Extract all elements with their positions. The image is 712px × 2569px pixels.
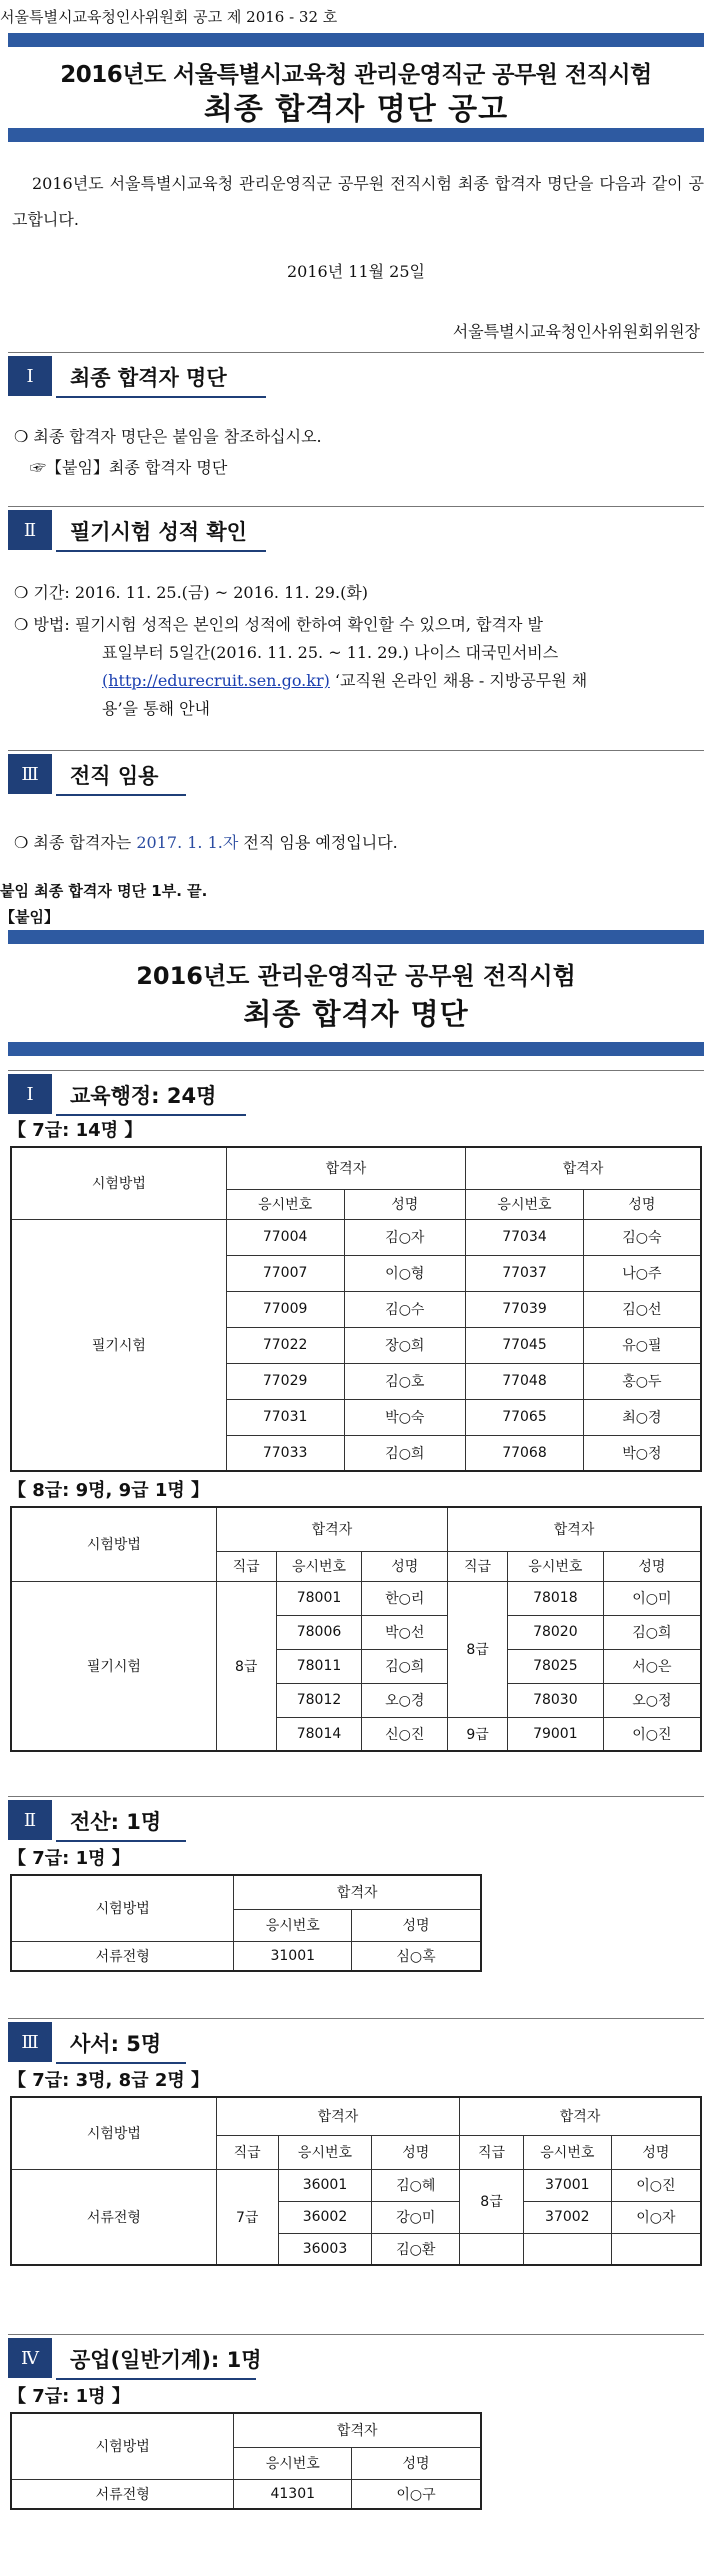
category-rule bbox=[8, 2018, 704, 2019]
header-name: 성명 bbox=[583, 1189, 701, 1219]
table-cell: 김○희 bbox=[344, 1435, 466, 1471]
category-title: 교육행정: 24명 bbox=[70, 1084, 217, 1108]
header-exam-no: 응시번호 bbox=[276, 1551, 362, 1581]
table-cell: 김○숙 bbox=[583, 1219, 701, 1255]
header-method: 시험방법 bbox=[11, 1875, 234, 1941]
table-cell bbox=[460, 2233, 524, 2265]
header-name: 성명 bbox=[352, 1909, 481, 1941]
header-method: 시험방법 bbox=[11, 2097, 216, 2169]
table-cell: 최○경 bbox=[583, 1399, 701, 1435]
page-title-line1: 2016년도 서울특별시교육청 관리운영직군 공무원 전직시험 bbox=[60, 62, 652, 88]
header-grade: 직급 bbox=[460, 2135, 524, 2169]
table-cell: 78001 bbox=[276, 1581, 362, 1615]
table-cell: 41301 bbox=[234, 2479, 352, 2509]
group-label: 【 7급: 1명 】 bbox=[8, 1848, 130, 1869]
section-number: Ⅲ bbox=[8, 754, 52, 794]
table-row bbox=[11, 1581, 701, 1615]
section-rule bbox=[8, 750, 704, 751]
table-cell: 신○진 bbox=[362, 1717, 448, 1751]
table-cell: 이○미 bbox=[603, 1581, 701, 1615]
table-cell: 박○선 bbox=[362, 1615, 448, 1649]
header-exam-no: 응시번호 bbox=[234, 2447, 352, 2479]
group-label: 【 7급: 3명, 8급 2명 】 bbox=[8, 2070, 210, 2091]
table-row bbox=[11, 1219, 701, 1255]
header-exam-no: 응시번호 bbox=[278, 2135, 372, 2169]
header-grade: 직급 bbox=[216, 1551, 276, 1581]
group-label: 【 7급: 1명 】 bbox=[8, 2386, 130, 2407]
section-number: Ⅰ bbox=[8, 356, 52, 396]
table-cell: 77031 bbox=[226, 1399, 344, 1435]
section-title: 최종 합격자 명단 bbox=[70, 366, 227, 390]
table-cell: 77037 bbox=[466, 1255, 584, 1291]
table-cell: 이○구 bbox=[352, 2479, 481, 2509]
header-exam-no: 응시번호 bbox=[234, 1909, 352, 1941]
attachment-title-line2: 최종 합격자 명단 bbox=[243, 997, 469, 1031]
category-title: 공업(일반기계): 1명 bbox=[70, 2348, 262, 2372]
table-cell: 79001 bbox=[507, 1717, 603, 1751]
passers-table-industrial bbox=[10, 2412, 482, 2510]
signer: 서울특별시교육청인사위원회위원장 bbox=[452, 322, 700, 341]
table-cell: 이○진 bbox=[611, 2169, 701, 2201]
table-cell: 77048 bbox=[466, 1363, 584, 1399]
attachment-label: 【붙임】 bbox=[0, 908, 59, 926]
table-cell: 홍○두 bbox=[583, 1363, 701, 1399]
table-cell: 나○주 bbox=[583, 1255, 701, 1291]
category-title: 전산: 1명 bbox=[70, 1810, 162, 1834]
section-underline bbox=[56, 794, 186, 796]
table-cell: 장○희 bbox=[344, 1327, 466, 1363]
table-cell: 77034 bbox=[466, 1219, 584, 1255]
grade-cell: 7급 bbox=[216, 2169, 278, 2265]
table-cell: 77039 bbox=[466, 1291, 584, 1327]
header-name: 성명 bbox=[611, 2135, 701, 2169]
passers-table-edu-8-9 bbox=[10, 1506, 702, 1752]
category-rule bbox=[8, 1796, 704, 1797]
method-cell: 서류전형 bbox=[11, 2479, 234, 2509]
section-rule bbox=[8, 506, 704, 507]
header-passers: 합격자 bbox=[226, 1147, 465, 1189]
header-exam-no: 응시번호 bbox=[523, 2135, 611, 2169]
attachment-reference: ☞【붙임】최종 합격자 명단 bbox=[30, 458, 228, 477]
table-cell: 78025 bbox=[507, 1649, 603, 1683]
table-cell: 김○혜 bbox=[372, 2169, 460, 2201]
table-cell: 77068 bbox=[466, 1435, 584, 1471]
table-cell: 박○정 bbox=[583, 1435, 701, 1471]
table-cell: 유○필 bbox=[583, 1327, 701, 1363]
table-cell: 37001 bbox=[523, 2169, 611, 2201]
header-exam-no: 응시번호 bbox=[466, 1189, 584, 1219]
page-title-line2: 최종 합격자 명단 공고 bbox=[203, 92, 509, 127]
category-number: Ⅲ bbox=[8, 2022, 52, 2062]
bullet-item: ❍ 기간: 2016. 11. 25.(금) ~ 2016. 11. 29.(화) bbox=[14, 583, 369, 602]
header-passers: 합격자 bbox=[216, 1507, 447, 1551]
category-title: 사서: 5명 bbox=[70, 2032, 162, 2056]
table-cell: 심○혹 bbox=[352, 1941, 481, 1971]
table-cell: 78006 bbox=[276, 1615, 362, 1649]
grade-cell: 9급 bbox=[448, 1717, 508, 1751]
table-cell: 김○수 bbox=[344, 1291, 466, 1327]
header-grade: 직급 bbox=[216, 2135, 278, 2169]
header-exam-no: 응시번호 bbox=[226, 1189, 344, 1219]
table-cell: 이○형 bbox=[344, 1255, 466, 1291]
group-label: 【 8급: 9명, 9급 1명 】 bbox=[8, 1480, 210, 1501]
table-cell: 김○희 bbox=[362, 1649, 448, 1683]
section-title: 전직 임용 bbox=[70, 764, 159, 788]
method-cell: 서류전형 bbox=[11, 1941, 234, 1971]
method-cell: 필기시험 bbox=[11, 1219, 226, 1471]
table-cell: 김○환 bbox=[372, 2233, 460, 2265]
table-cell bbox=[611, 2233, 701, 2265]
end-notice: 붙임 최종 합격자 명단 1부. 끝. bbox=[0, 882, 208, 900]
header-bar-top bbox=[8, 33, 704, 47]
notice-number: 서울특별시교육청인사위원회 공고 제 2016 - 32 호 bbox=[0, 8, 338, 26]
table-cell: 77065 bbox=[466, 1399, 584, 1435]
bullet-continuation: 표일부터 5일간(2016. 11. 25. ~ 11. 29.) 나이스 대국민서비스 bbox=[102, 643, 559, 662]
header-passers: 합격자 bbox=[216, 2097, 459, 2135]
table-cell: 박○숙 bbox=[344, 1399, 466, 1435]
intro-paragraph: 2016년도 서울특별시교육청 관리운영직군 공무원 전직시험 최종 합격자 명단을 다음과 같이 공고합니다. bbox=[12, 174, 704, 229]
category-rule bbox=[8, 2334, 704, 2335]
table-cell: 78011 bbox=[276, 1649, 362, 1683]
table-cell: 김○자 bbox=[344, 1219, 466, 1255]
section-title: 필기시험 성적 확인 bbox=[70, 520, 247, 544]
passers-table-librarian bbox=[10, 2096, 702, 2266]
bullet-item: ❍ 최종 합격자는 2017. 1. 1.자 전직 임용 예정입니다. bbox=[14, 833, 398, 852]
grade-cell: 8급 bbox=[216, 1581, 276, 1751]
bullet-continuation: 용’을 통해 안내 bbox=[102, 699, 210, 718]
table-cell: 36001 bbox=[278, 2169, 372, 2201]
header-passers: 합격자 bbox=[460, 2097, 701, 2135]
table-cell: 77029 bbox=[226, 1363, 344, 1399]
table-cell: 36003 bbox=[278, 2233, 372, 2265]
header-passers: 합격자 bbox=[448, 1507, 701, 1551]
table-cell: 오○경 bbox=[362, 1683, 448, 1717]
category-underline bbox=[56, 2062, 186, 2064]
attachment-title-line1: 2016년도 관리운영직군 공무원 전직시험 bbox=[136, 962, 576, 990]
table-cell: 이○진 bbox=[603, 1717, 701, 1751]
table-cell: 이○자 bbox=[611, 2201, 701, 2233]
table-cell: 김○희 bbox=[603, 1615, 701, 1649]
passers-table-edu-7 bbox=[10, 1146, 702, 1472]
header-method: 시험방법 bbox=[11, 1507, 216, 1581]
table-cell: 강○미 bbox=[372, 2201, 460, 2233]
bullet-item: ❍ 최종 합격자 명단은 붙임을 참조하십시오. bbox=[14, 427, 322, 446]
method-cell: 서류전형 bbox=[11, 2169, 216, 2265]
section-underline bbox=[56, 550, 266, 552]
group-label: 【 7급: 14명 】 bbox=[8, 1120, 143, 1141]
category-number: Ⅰ bbox=[8, 1074, 52, 1114]
section-rule bbox=[8, 352, 704, 353]
table-cell: 78020 bbox=[507, 1615, 603, 1649]
table-cell: 77022 bbox=[226, 1327, 344, 1363]
section-number: Ⅱ bbox=[8, 510, 52, 550]
nice-service-link[interactable]: (http://edurecruit.sen.go.kr) bbox=[102, 671, 330, 690]
header-method: 시험방법 bbox=[11, 2413, 234, 2479]
header-name: 성명 bbox=[362, 1551, 448, 1581]
table-cell bbox=[523, 2233, 611, 2265]
attachment-bar-bottom bbox=[8, 1042, 704, 1056]
category-underline bbox=[56, 2378, 256, 2380]
method-cell: 필기시험 bbox=[11, 1581, 216, 1751]
table-cell: 77045 bbox=[466, 1327, 584, 1363]
table-cell: 77007 bbox=[226, 1255, 344, 1291]
category-number: Ⅱ bbox=[8, 1800, 52, 1840]
header-passers: 합격자 bbox=[234, 1875, 481, 1909]
grade-cell: 8급 bbox=[448, 1581, 508, 1717]
table-cell: 78018 bbox=[507, 1581, 603, 1615]
bullet-item: ❍ 방법: 필기시험 성적은 본인의 성적에 한하여 확인할 수 있으며, 합격자 발 bbox=[14, 615, 543, 634]
table-cell: 78012 bbox=[276, 1683, 362, 1717]
table-cell: 36002 bbox=[278, 2201, 372, 2233]
category-underline bbox=[56, 1840, 186, 1842]
header-name: 성명 bbox=[372, 2135, 460, 2169]
attachment-bar-top bbox=[8, 930, 704, 944]
table-cell: 김○호 bbox=[344, 1363, 466, 1399]
announcement-date: 2016년 11월 25일 bbox=[287, 262, 425, 281]
passers-table-computing bbox=[10, 1874, 482, 1972]
table-cell: 78014 bbox=[276, 1717, 362, 1751]
bullet-continuation: (http://edurecruit.sen.go.kr) ‘교직원 온라인 채용 - 지방공무원 채 bbox=[102, 671, 588, 690]
table-row bbox=[11, 2169, 701, 2201]
header-passers: 합격자 bbox=[466, 1147, 701, 1189]
header-bar-bottom bbox=[8, 128, 704, 142]
header-name: 성명 bbox=[603, 1551, 701, 1581]
table-row bbox=[11, 1941, 481, 1971]
header-method: 시험방법 bbox=[11, 1147, 226, 1219]
table-cell: 31001 bbox=[234, 1941, 352, 1971]
table-cell: 77009 bbox=[226, 1291, 344, 1327]
table-cell: 서○은 bbox=[603, 1649, 701, 1683]
table-cell: 37002 bbox=[523, 2201, 611, 2233]
table-row bbox=[11, 2479, 481, 2509]
table-cell: 오○정 bbox=[603, 1683, 701, 1717]
header-name: 성명 bbox=[344, 1189, 466, 1219]
category-rule bbox=[8, 1070, 704, 1071]
table-cell: 한○리 bbox=[362, 1581, 448, 1615]
section-underline bbox=[56, 396, 266, 398]
table-cell: 김○선 bbox=[583, 1291, 701, 1327]
header-exam-no: 응시번호 bbox=[507, 1551, 603, 1581]
table-cell: 77004 bbox=[226, 1219, 344, 1255]
header-name: 성명 bbox=[352, 2447, 481, 2479]
category-number: Ⅳ bbox=[8, 2338, 52, 2378]
table-cell: 77033 bbox=[226, 1435, 344, 1471]
header-grade: 직급 bbox=[448, 1551, 508, 1581]
table-cell: 78030 bbox=[507, 1683, 603, 1717]
grade-cell: 8급 bbox=[460, 2169, 524, 2233]
header-passers: 합격자 bbox=[234, 2413, 481, 2447]
